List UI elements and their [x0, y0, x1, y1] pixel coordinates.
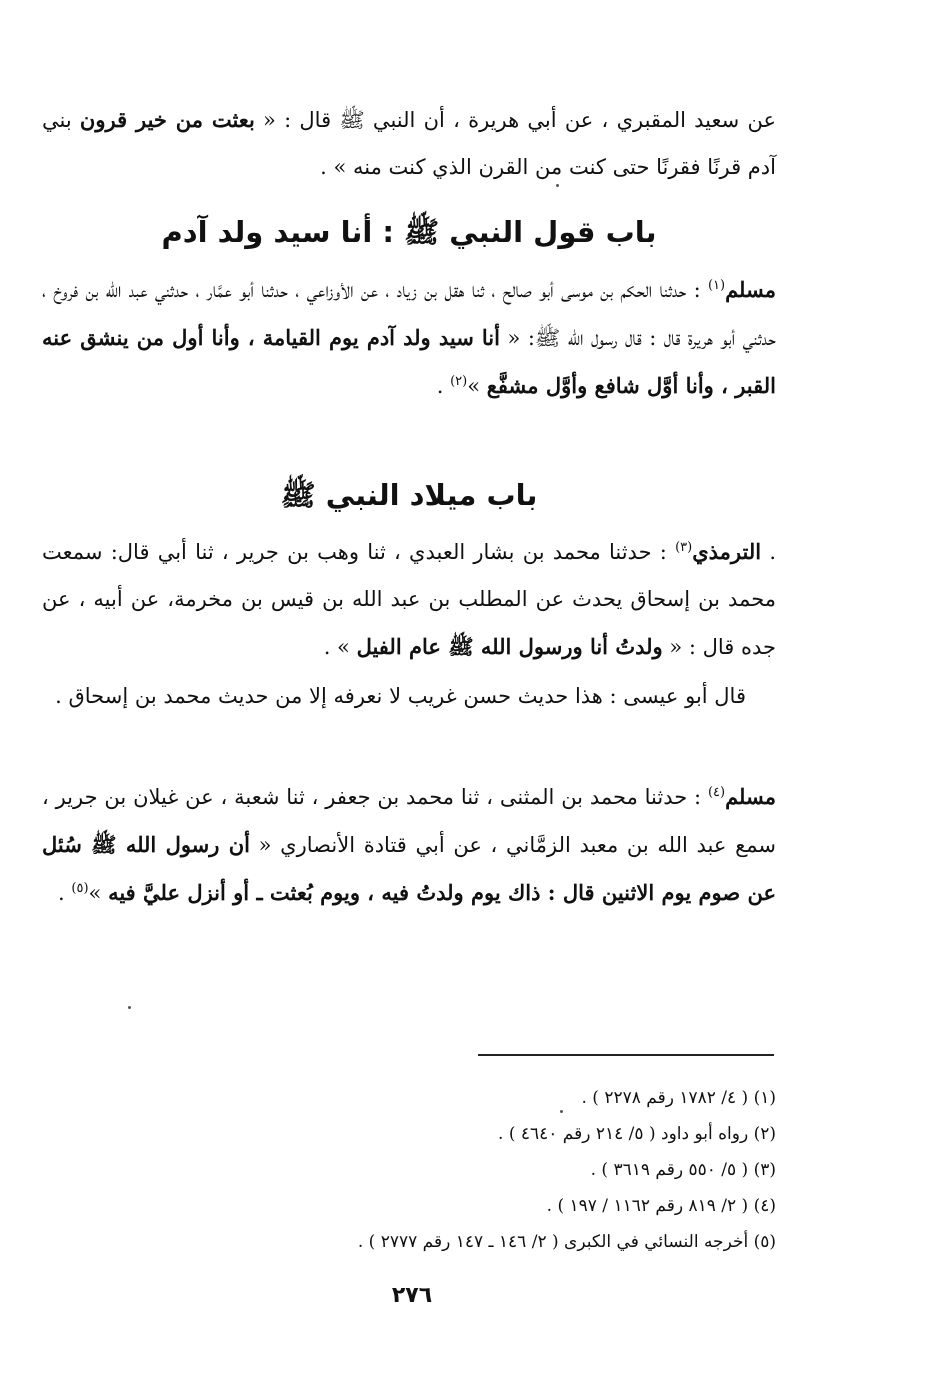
bold-text: الترمذي — [692, 539, 762, 564]
text-run: . — [436, 374, 451, 398]
section-heading-milad: باب ميلاد النبي ﷺ — [280, 478, 538, 512]
footnote-5: (٥) أخرجه النسائي في الكبرى ( ٢/ ١٤٦ ـ ١٤٧ رقم ٢٧٧٧ ) . — [357, 1232, 776, 1252]
text-run: : حدثنا الحكم بن موسى أبو صالح ، ثنا هقل بن زياد ، عن الأوزاعي ، حدثنا أبو عمَّار ، حدثني عبد الله بن فروخ ، حدثني أبو هريرة قال : قال رسول الله ﷺ: « — [42, 278, 776, 350]
text-run: بني آدم قرنًا فقرنًا حتى كنت من القرن الذي كنت منه » . — [42, 108, 776, 179]
footnote-ref: (٥) — [71, 881, 89, 896]
text-run: قال أبو عيسى : هذا حديث حسن غريب لا نعرفه إلا من حديث محمد بن إسحاق . — [55, 684, 746, 708]
section-heading-sayyid-walad-adam: باب قول النبي ﷺ : أنا سيد ولد آدم — [161, 215, 657, 249]
footnote-1: (١) ( ٤/ ١٧٨٢ رقم ٢٢٧٨ ) . — [581, 1088, 776, 1108]
paragraph-intro — [42, 96, 776, 191]
text-run: » — [467, 374, 487, 398]
footnote-ref: (٢) — [450, 374, 468, 389]
page-number: ٢٧٦ — [391, 1283, 433, 1308]
bold-text: بعثت من خير قرون — [79, 107, 255, 132]
text-run: » . — [323, 635, 357, 659]
footnote-3: (٣) ( ٥/ ٥٥٠ رقم ٣٦١٩ ) . — [590, 1160, 776, 1180]
paragraph-muslim-monday — [42, 773, 776, 917]
text-run: : حدثنا محمد بن المثنى ، ثنا محمد بن جعفر ، ثنا شعبة ، عن غيلان بن جرير ، سمع عبد الله بن معبد الزمَّاني ، عن أبي قتادة الأنصاري « — [42, 785, 776, 857]
footnote-ref: (١) — [707, 278, 726, 293]
footnote-2: (٢) رواه أبو داود ( ٥/ ٢١٤ رقم ٤٦٤٠ ) . — [498, 1124, 776, 1144]
paragraph-abu-isa — [42, 673, 776, 720]
scan-speck — [560, 1110, 563, 1113]
footnote-4: (٤) ( ٢/ ٨١٩ رقم ١١٦٢ / ١٩٧ ) . — [546, 1196, 776, 1216]
footnote-separator — [478, 1054, 774, 1056]
text-run: : حدثنا محمد بن بشار العبدي ، ثنا وهب بن جرير ، ثنا أبي قال: سمعت محمد بن إسحاق يحدث عن المطلب بن عبد الله بن قيس بن مخرمة، عن أبيه ، عن جده قال : « — [42, 540, 776, 659]
bold-text: أنا سيد ولد آدم يوم القيامة ، وأنا أول من ينشق عنه القبر ، وأنا أوَّل شافع وأوَّل مشفَّع — [42, 325, 776, 398]
text-run: . — [761, 540, 776, 564]
text-run: » — [88, 881, 109, 905]
scan-speck — [128, 1006, 131, 1009]
footnote-ref: (٤) — [707, 785, 726, 800]
paragraph-tirmidhi — [42, 528, 776, 671]
footnote-ref: (٣) — [675, 540, 693, 555]
footnotes — [42, 1080, 776, 1260]
bold-text: مسلم — [725, 277, 776, 302]
bold-text: ولدتُ أنا ورسول الله ﷺ عام الفيل — [356, 634, 663, 659]
paragraph-muslim-sayyid — [42, 266, 776, 410]
text-run: عن سعيد المقبري ، عن أبي هريرة ، أن النبي ﷺ قال : « — [254, 108, 776, 132]
bold-text: أن رسول الله ﷺ سُئل عن صوم يوم الاثنين قال : ذاك يوم ولدتُ فيه ، ويوم بُعثت ـ أو أنزل عليَّ فيه — [42, 832, 776, 905]
text-run: . — [58, 881, 72, 905]
scan-speck — [556, 184, 559, 187]
bold-text: مسلم — [725, 784, 776, 809]
